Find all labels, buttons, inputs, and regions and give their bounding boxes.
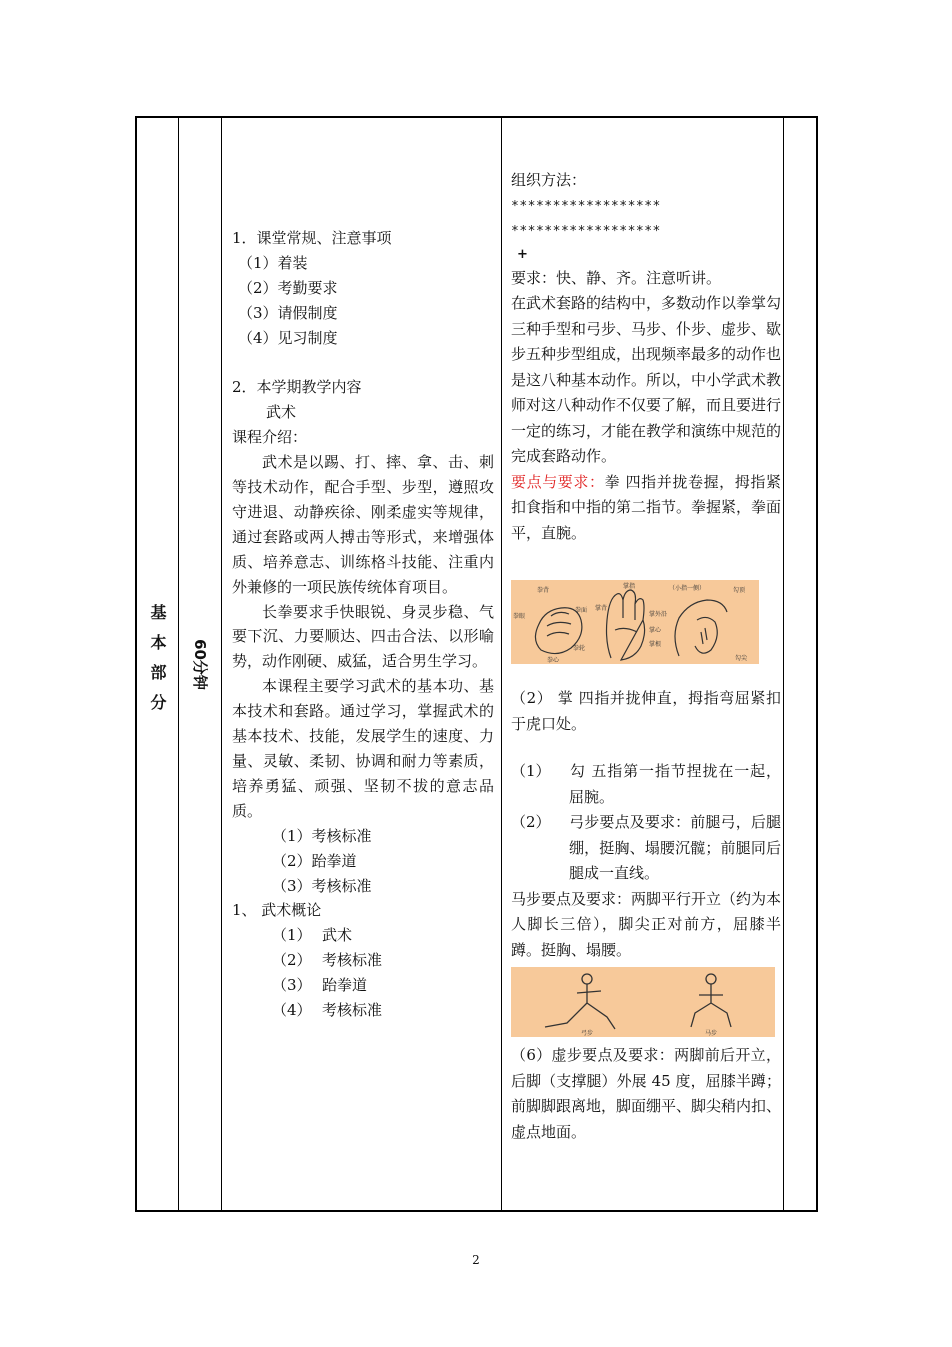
column-divider <box>783 118 784 1210</box>
course-paragraph: 本课程主要学习武术的基本功、基本技术和套路。通过学习，掌握武术的基本技术、技能，发展学生的速度、力量、灵敏、柔韧、协调和耐力等素质，培养勇猛、顽强、坚韧不拔的意志品质。 <box>232 677 494 820</box>
list-text: 跆拳道 <box>322 976 368 995</box>
figure-label: 掌指 <box>623 583 636 590</box>
changquan-paragraph: 长拳要求手快眼锐、身灵步稳、气要下沉、力要顺达、四击合法、以形喻势，动作刚硬、威猛，适合男生学习。 <box>232 602 494 671</box>
method-intro: 在武术套路的结构中，多数动作以拳掌勾三种手型和弓步、马步、仆步、虚步、歇步五种步型组成，出现频率最多的动作也是这八种基本动作。所以，中小学武术教师对这八种动作不仅要了解，而且要进行一定的练习，才能在教学和演练中规范的完成套路动作。 <box>511 294 782 465</box>
section-label: 基本部分 <box>148 604 167 724</box>
hook-number: （1） <box>511 762 551 780</box>
hook-text <box>511 759 781 810</box>
key-points-text: 拳 四指并拢卷握，拇指紧扣食指和中指的第二指节。拳握紧，拳面平，直腕。 <box>511 472 782 542</box>
intro-paragraph: 武术是以踢、打、摔、拿、击、刺等技术动作，配合手型、步型，遵照攻守进退、动静疾徐、刚柔虚实等规律，通过套路或两人搏击等形式，来增强体质、培养意志、训练格斗技能、注重内外兼修的一项民族传统体育项目。 <box>232 453 494 596</box>
item1-sub: （1）着装 <box>238 253 308 272</box>
hand-shape-figure <box>511 580 759 664</box>
column-divider <box>178 118 179 1210</box>
section-label-cell <box>137 118 178 1210</box>
figure-label: 掌背 <box>595 605 608 612</box>
item2-title: 2．本学期教学内容 <box>232 378 362 397</box>
figure-label: 拳面 <box>575 607 588 614</box>
figure-label: 拳心 <box>547 657 560 664</box>
list-item: （3）考核标准 <box>272 876 372 895</box>
list-item: （1）考核标准 <box>272 826 372 845</box>
list-text: 考核标准 <box>322 1001 383 1020</box>
figure-label: 拳轮 <box>573 645 586 652</box>
bow-desc: 弓步要点及要求：前腿弓，后腿绷，挺胸、塌腰沉髋；前腿同后腿成一直线。 <box>569 813 781 882</box>
column-divider <box>501 118 502 1210</box>
figure-label: 勾顶 <box>733 587 746 594</box>
method-label: 组织方法： <box>511 171 587 189</box>
list-item: （2）跆拳道 <box>272 851 357 870</box>
organization-method <box>511 168 781 1145</box>
empty-stance-text: （6）虚步要点及要求：两脚前后开立，后脚（支撑腿）外展 45 度，屈膝半蹲；前脚脚跟离地，脚面绷平、脚尖稍内扣、虚点地面。 <box>511 1046 782 1141</box>
item1-sub: （4）见习制度 <box>238 328 338 347</box>
figure-label: 掌外沿 <box>649 611 668 618</box>
horse-stance-text: 马步要点及要求：两脚平行开立（约为本人脚长三倍），脚尖正对前方，屈膝半蹲。挺胸、塌腰。 <box>511 889 782 959</box>
list-number: （4） <box>272 1001 312 1020</box>
figure-label: 弓步 <box>581 1030 594 1037</box>
figure-label: 掌心 <box>649 627 662 634</box>
lesson-table <box>135 116 818 1212</box>
list-number: （3） <box>272 976 312 995</box>
list-item <box>232 948 494 973</box>
figure-label: 勾尖 <box>735 655 748 662</box>
palm-text: （2） 掌 四指并拢伸直，拇指弯屈紧扣于虎口处。 <box>511 689 781 733</box>
bow-stance-text <box>511 810 781 887</box>
stance-figure <box>511 967 775 1037</box>
hand-shape-illustration <box>511 580 759 664</box>
list-text: 考核标准 <box>322 951 383 970</box>
list-number: （1） <box>272 926 312 945</box>
list-text: 武术 <box>322 926 353 945</box>
key-points <box>511 470 781 547</box>
requirement-text: 要求：快、静、齐。注意听讲。 <box>511 268 722 287</box>
list-number: （2） <box>272 951 312 970</box>
list-item <box>232 998 494 1023</box>
list-item <box>232 973 494 998</box>
figure-label: 马步 <box>705 1030 718 1037</box>
duration-cell <box>180 118 221 1210</box>
concept-title: 1、 武术概论 <box>232 901 322 920</box>
figure-label: 拳眼 <box>513 613 526 620</box>
formation-row: ****************** <box>511 223 661 239</box>
column-divider <box>221 118 222 1210</box>
figure-label: 掌根 <box>649 641 662 648</box>
teaching-content <box>232 226 494 1023</box>
key-points-label: 要点与要求： <box>511 472 605 491</box>
hook-desc: 勾 五指第一指节捏拢在一起，屈腕。 <box>569 762 781 806</box>
intro-label: 课程介绍： <box>232 428 308 447</box>
list-item <box>232 923 494 948</box>
duration-label: 60分钟 <box>191 638 209 690</box>
figure-label: （小指一侧） <box>669 585 706 592</box>
item2-sub: 武术 <box>266 403 297 422</box>
item1-sub: （3）请假制度 <box>238 303 338 322</box>
bow-number: （2） <box>511 813 551 831</box>
stance-illustration <box>511 967 775 1037</box>
page-number: 2 <box>472 1253 480 1267</box>
formation-row: ****************** <box>511 198 661 214</box>
item1-sub: （2）考勤要求 <box>238 278 338 297</box>
teacher-marker: + <box>517 246 528 262</box>
item1-title: 1．课堂常规、注意事项 <box>232 229 392 247</box>
figure-label: 拳背 <box>537 587 550 594</box>
